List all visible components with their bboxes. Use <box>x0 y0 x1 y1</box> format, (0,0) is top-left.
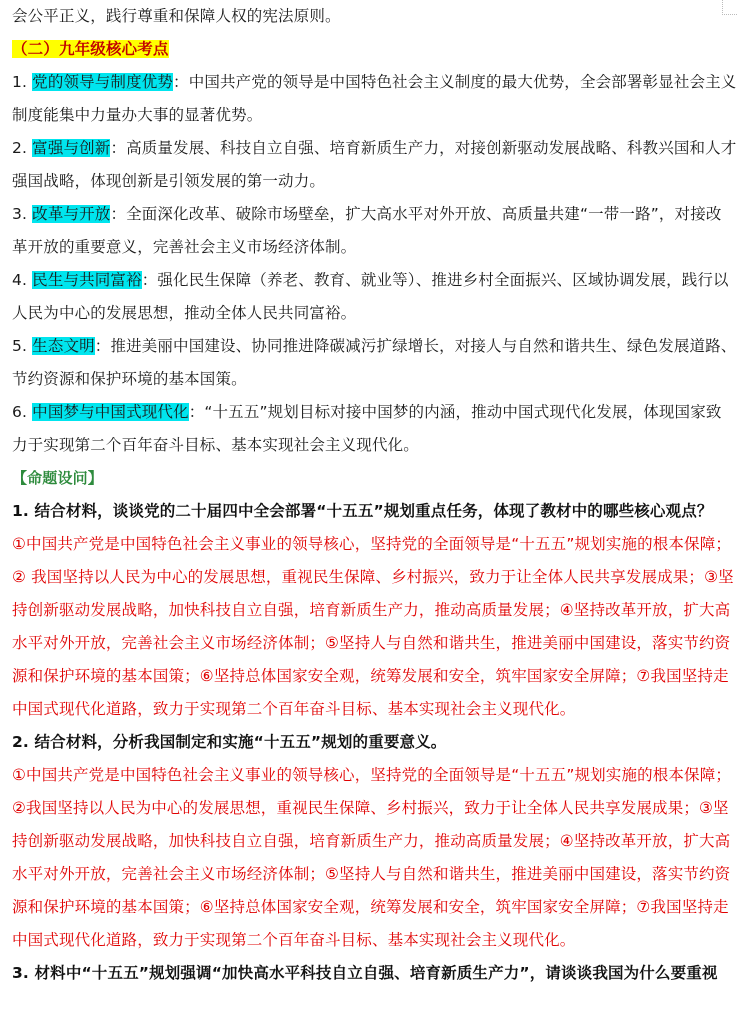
point-5-line-1 <box>12 330 737 363</box>
point-2-keyword: 富强与创新 <box>32 139 111 157</box>
question-2-answer-line-4: 水平对外开放，完善社会主义市场经济体制；⑤坚持人与自然和谐共生，推进美丽中国建设，落实节约资 <box>12 865 731 883</box>
point-3-number: 3. <box>12 205 28 223</box>
point-5-number: 5. <box>12 337 28 355</box>
document-page <box>12 0 737 990</box>
point-5-keyword: 生态文明 <box>32 337 95 355</box>
point-4-line-2: 人民为中心的发展思想，推动全体人民共同富裕。 <box>12 304 357 322</box>
question-2-answer-line-2: ②我国坚持以人民为中心的发展思想，重视民生保障、乡村振兴，致力于让全体人民共享发展成果；③坚 <box>12 799 729 817</box>
point-4-line-1 <box>12 264 729 297</box>
point-3-line-2: 革开放的重要意义，完善社会主义市场经济体制。 <box>12 238 357 256</box>
point-1-number: 1. <box>12 73 28 91</box>
point-2-separator: ： <box>110 139 127 157</box>
question-2-answer-line-6: 中国式现代化道路，致力于实现第二个百年奋斗目标、基本实现社会主义现代化。 <box>12 931 576 949</box>
point-3-text: 全面深化改革、破除市场壁垒，扩大高水平对外开放、高质量共建“一带一路”，对接改 <box>126 205 722 223</box>
point-4-keyword: 民生与共同富裕 <box>32 271 142 289</box>
point-6-separator: ： <box>188 403 205 421</box>
question-2: 2. 结合材料，分析我国制定和实施“十五五”规划的重要意义。 <box>12 733 447 751</box>
point-2-text: 高质量发展、科技自立自强、培育新质生产力，对接创新驱动发展战略、科教兴国和人才 <box>126 139 737 157</box>
question-2-answer-line-3: 持创新驱动发展战略，加快科技自立自强，培育新质生产力，推动高质量发展；④坚持改革开放，扩大高 <box>12 832 731 850</box>
point-6-number: 6. <box>12 403 28 421</box>
question-1-answer-line-6: 中国式现代化道路，致力于实现第二个百年奋斗目标、基本实现社会主义现代化。 <box>12 700 576 718</box>
point-1-separator: ： <box>173 73 189 91</box>
page-corner-mark <box>722 0 737 15</box>
question-1-answer-line-1: ①中国共产党是中国特色社会主义事业的领导核心，坚持党的全面领导是“十五五”规划实施的根本保障； <box>12 535 732 553</box>
point-5-line-2: 节约资源和保护环境的基本国策。 <box>12 370 247 388</box>
question-1-answer-line-3: 持创新驱动发展战略，加快科技自立自强，培育新质生产力，推动高质量发展；④坚持改革开放，扩大高 <box>12 601 731 619</box>
point-4-separator: ： <box>141 271 158 289</box>
point-3-keyword: 改革与开放 <box>32 205 111 223</box>
point-6-text: “十五五”规划目标对接中国梦的内涵，推动中国式现代化发展，体现国家致 <box>204 403 722 421</box>
prompt-heading: 【命题设问】 <box>12 469 103 487</box>
point-1-line-2: 制度能集中力量办大事的显著优势。 <box>12 106 263 124</box>
point-1-keyword: 党的领导与制度优势 <box>32 73 174 91</box>
point-5-text: 推进美丽中国建设、协同推进降碳减污扩绿增长，对接人与自然和谐共生、绿色发展道路、 <box>110 337 737 355</box>
section-title: （二）九年级核心考点 <box>12 40 169 58</box>
question-1: 1. 结合材料，谈谈党的二十届四中全会部署“十五五”规划重点任务，体现了教材中的哪些核心观点？ <box>12 502 713 520</box>
point-3-separator: ： <box>110 205 127 223</box>
intro-line: 会公平正义，践行尊重和保障人权的宪法原则。 <box>12 7 341 25</box>
point-1-line-1 <box>12 66 737 99</box>
point-6-line-2: 力于实现第二个百年奋斗目标、基本实现社会主义现代化。 <box>12 436 419 454</box>
question-1-answer-line-4: 水平对外开放，完善社会主义市场经济体制；⑤坚持人与自然和谐共生，推进美丽中国建设，落实节约资 <box>12 634 731 652</box>
point-6-line-1 <box>12 396 722 429</box>
point-5-separator: ： <box>94 337 111 355</box>
question-1-answer-line-2: ② 我国坚持以人民为中心的发展思想，重视民生保障、乡村振兴，致力于让全体人民共享发展成果；③坚 <box>12 568 734 586</box>
point-4-number: 4. <box>12 271 28 289</box>
question-3: 3. 材料中“十五五”规划强调“加快高水平科技自立自强、培育新质生产力”，请谈谈我国为什么要重视 <box>12 964 718 982</box>
point-3-line-1 <box>12 198 722 231</box>
point-2-line-1 <box>12 132 737 165</box>
point-2-line-2: 强国战略，体现创新是引领发展的第一动力。 <box>12 172 326 190</box>
point-2-number: 2. <box>12 139 28 157</box>
question-2-answer-line-5: 源和保护环境的基本国策；⑥坚持总体国家安全观，统筹发展和安全，筑牢国家安全屏障；⑦我国坚持走 <box>12 898 729 916</box>
section-title-line <box>12 33 716 66</box>
point-6-keyword: 中国梦与中国式现代化 <box>32 403 189 421</box>
point-1-text: 中国共产党的领导是中国特色社会主义制度的最大优势，全会部署彰显社会主义 <box>188 73 737 91</box>
question-2-answer-line-1: ①中国共产党是中国特色社会主义事业的领导核心，坚持党的全面领导是“十五五”规划实施的根本保障； <box>12 766 732 784</box>
question-1-answer-line-5: 源和保护环境的基本国策；⑥坚持总体国家安全观，统筹发展和安全，筑牢国家安全屏障；⑦我国坚持走 <box>12 667 729 685</box>
point-4-text: 强化民生保障（养老、教育、就业等）、推进乡村全面振兴、区域协调发展，践行以 <box>157 271 729 289</box>
